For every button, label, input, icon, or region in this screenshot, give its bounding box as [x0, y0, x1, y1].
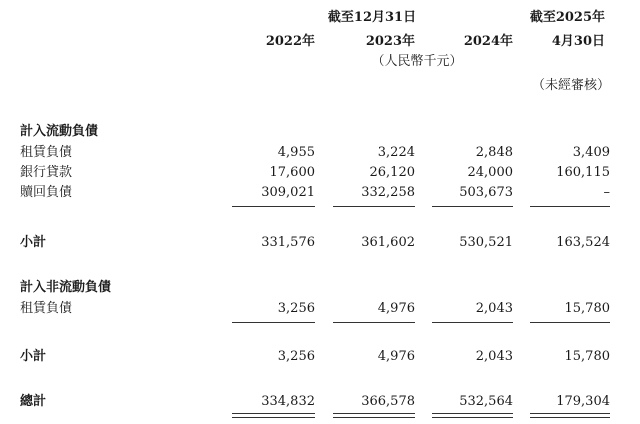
cell-value: 3,224	[377, 145, 415, 160]
cell-value: 3,256	[277, 301, 315, 316]
cell-value: 4,976	[377, 349, 415, 364]
period-group-header: 截至12月31日	[327, 10, 417, 25]
column-rule	[432, 322, 513, 323]
cell-value: 3,256	[277, 349, 315, 364]
year-2022-header: 2022年	[265, 34, 315, 49]
cell-value: 163,524	[556, 235, 610, 250]
cell-value: 309,021	[261, 185, 315, 200]
cell-value: 160,115	[556, 165, 610, 180]
cell-value: 532,564	[459, 394, 513, 409]
section-title-current: 計入流動負債	[20, 124, 99, 139]
cell-value: 361,602	[361, 235, 415, 250]
cell-value: 3,409	[572, 145, 610, 160]
column-rule	[530, 206, 610, 207]
cell-value: 331,576	[261, 235, 315, 250]
column-rule	[333, 322, 415, 323]
total-double-rule	[530, 413, 610, 418]
row-label: 贖回負債	[20, 185, 73, 200]
year-2024-header: 2024年	[463, 34, 513, 49]
cell-value: 4,976	[377, 301, 415, 316]
row-label: 租賃負債	[20, 301, 73, 316]
subtotal-label: 小計	[20, 235, 47, 250]
cell-value: 15,780	[564, 301, 610, 316]
cell-value: 179,304	[556, 394, 610, 409]
column-rule	[530, 322, 610, 323]
date-2025-header: 4月30日	[551, 34, 605, 49]
cell-value: 2,043	[475, 349, 513, 364]
cell-value: 366,578	[361, 394, 415, 409]
cell-value: 26,120	[369, 165, 415, 180]
cell-value: 2,848	[475, 145, 513, 160]
column-rule	[432, 206, 513, 207]
subtotal-label: 小計	[20, 349, 47, 364]
section-title-noncurrent: 計入非流動負債	[20, 280, 112, 295]
cell-value: 15,780	[564, 349, 610, 364]
cell-value: 17,600	[269, 165, 315, 180]
column-rule	[232, 322, 315, 323]
total-double-rule	[333, 413, 415, 418]
total-label: 總計	[20, 394, 47, 409]
currency-note: （人民幣千元）	[371, 54, 463, 69]
cell-value: 334,832	[261, 394, 315, 409]
column-rule	[232, 206, 315, 207]
total-double-rule	[232, 413, 315, 418]
period-2025-header: 截至2025年	[529, 10, 605, 25]
cell-value: 2,043	[475, 301, 513, 316]
cell-value: 530,521	[459, 235, 513, 250]
year-2023-header: 2023年	[365, 34, 415, 49]
column-rule	[333, 206, 415, 207]
unaudited-note: （未經審核）	[531, 78, 610, 93]
cell-value: 503,673	[459, 185, 513, 200]
cell-value: –	[603, 185, 610, 200]
row-label: 銀行貸款	[20, 165, 73, 180]
row-label: 租賃負債	[20, 145, 73, 160]
cell-value: 24,000	[467, 165, 513, 180]
cell-value: 332,258	[361, 185, 415, 200]
cell-value: 4,955	[277, 145, 315, 160]
total-double-rule	[432, 413, 513, 418]
